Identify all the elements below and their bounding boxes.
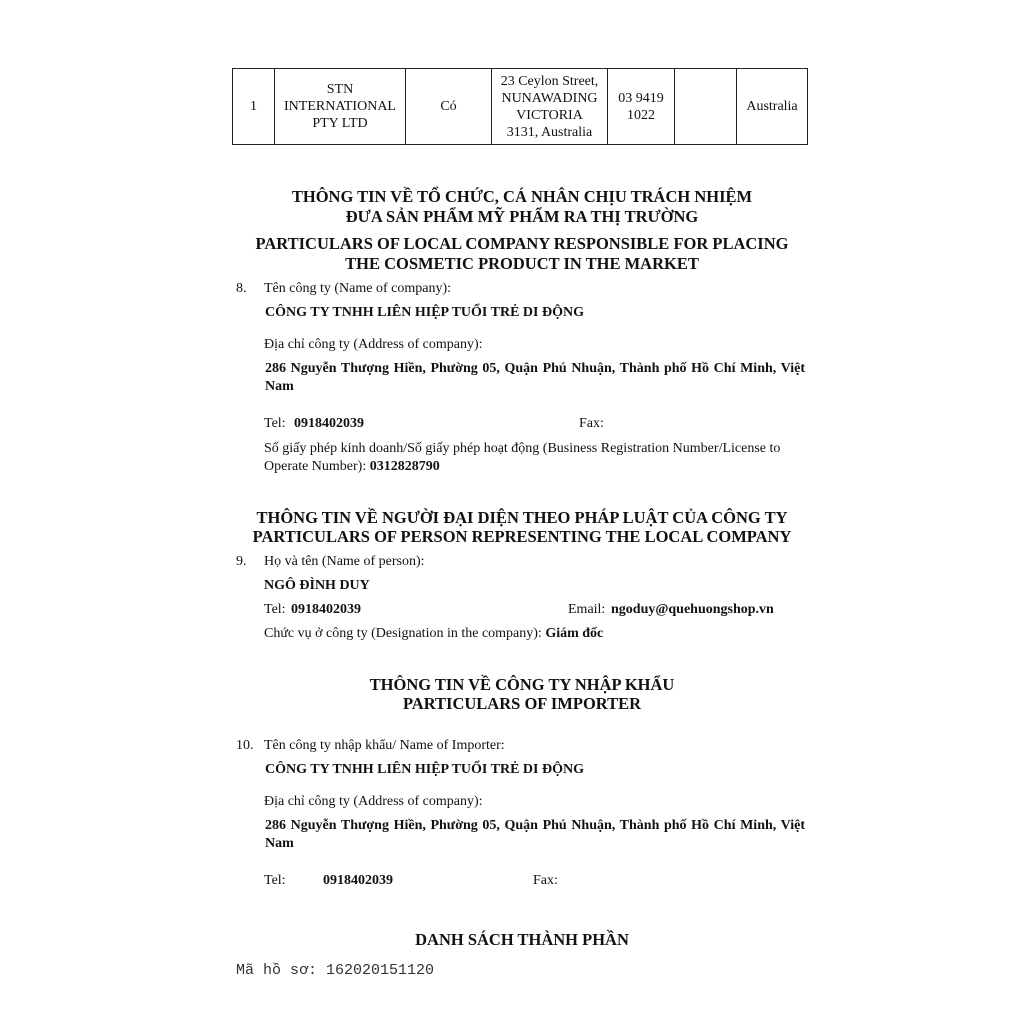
importer-tel-label: Tel: bbox=[264, 873, 286, 888]
representative-heading-en: PARTICULARS OF PERSON REPRESENTING THE LOCAL COMPANY bbox=[252, 527, 792, 546]
designation-value: Giám đốc bbox=[545, 626, 604, 641]
company-tel: 0918402039 bbox=[294, 416, 364, 431]
manufacturer-name-cell bbox=[275, 69, 406, 145]
country-cell: Australia bbox=[737, 69, 808, 145]
company-name-label: Tên công ty (Name of company): bbox=[264, 281, 451, 296]
item-number-10: 10. bbox=[236, 738, 254, 753]
person-name-label: Họ và tên (Name of person): bbox=[264, 554, 425, 569]
importer-address-label: Địa chỉ công ty (Address of company): bbox=[264, 794, 483, 809]
table-row bbox=[233, 69, 808, 145]
designation-label: Chức vụ ở công ty (Designation in the company): bbox=[264, 626, 542, 641]
tel-label: Tel: bbox=[264, 416, 286, 431]
address-line: 3131, Australia bbox=[506, 124, 593, 140]
file-code: Mã hồ sơ: 162020151120 bbox=[236, 962, 435, 979]
designation-block bbox=[264, 626, 603, 642]
phone-cell bbox=[608, 69, 675, 145]
fax-cell bbox=[675, 69, 737, 145]
row-index: 1 bbox=[233, 69, 275, 145]
phone-line: 03 9419 bbox=[618, 90, 664, 106]
flag-cell: Có bbox=[406, 69, 492, 145]
representative-heading-vi: THÔNG TIN VỀ NGƯỜI ĐẠI DIỆN THEO PHÁP LUẬT CỦA CÔNG TY bbox=[256, 508, 788, 527]
importer-name-label: Tên công ty nhập khẩu/ Name of Importer: bbox=[264, 738, 505, 753]
person-name: NGÔ ĐÌNH DUY bbox=[264, 578, 370, 593]
manufacturer-table bbox=[232, 68, 808, 145]
email-label: Email: bbox=[568, 602, 606, 617]
email-value: ngoduy@quehuongshop.vn bbox=[611, 602, 774, 617]
company-address-label: Địa chỉ công ty (Address of company): bbox=[264, 337, 483, 352]
address-line: 23 Ceylon Street, bbox=[500, 73, 599, 89]
manufacturer-name-line: PTY LTD bbox=[312, 116, 368, 131]
manufacturer-name-line: INTERNATIONAL bbox=[284, 99, 396, 114]
local-company-heading-vi-1: THÔNG TIN VỀ TỔ CHỨC, CÁ NHÂN CHỊU TRÁCH NHIỆM bbox=[291, 187, 753, 206]
importer-tel: 0918402039 bbox=[323, 873, 393, 888]
importer-address: 286 Nguyễn Thượng Hiền, Phường 05, Quận Phú Nhuận, Thành phố Hồ Chí Minh, Việt Nam bbox=[265, 818, 805, 851]
local-company-heading-vi-2: ĐƯA SẢN PHẨM MỸ PHẨM RA THỊ TRƯỜNG bbox=[345, 207, 699, 226]
license-block bbox=[264, 440, 809, 476]
license-label: Số giấy phép kinh doanh/Số giấy phép hoạt động (Business Registration Number/License to Operate Number): bbox=[264, 441, 781, 474]
company-address: 286 Nguyễn Thượng Hiền, Phường 05, Quận Phú Nhuận, Thành phố Hồ Chí Minh, Việt Nam bbox=[265, 361, 805, 394]
importer-heading-en: PARTICULARS OF IMPORTER bbox=[402, 694, 642, 713]
local-company-heading-en-2: THE COSMETIC PRODUCT IN THE MARKET bbox=[345, 254, 699, 273]
license-number: 0312828790 bbox=[369, 459, 440, 474]
manufacturer-name-line: STN bbox=[326, 82, 354, 97]
importer-name: CÔNG TY TNHH LIÊN HIỆP TUỔI TRẺ DI ĐỘNG bbox=[265, 762, 584, 777]
local-company-heading-en-1: PARTICULARS OF LOCAL COMPANY RESPONSIBLE FOR PLACING bbox=[255, 234, 789, 253]
company-name: CÔNG TY TNHH LIÊN HIỆP TUỔI TRẺ DI ĐỘNG bbox=[265, 305, 584, 320]
manufacturer-address-cell bbox=[492, 69, 608, 145]
person-tel: 0918402039 bbox=[291, 602, 361, 617]
item-number-9: 9. bbox=[236, 554, 247, 569]
person-tel-label: Tel: bbox=[264, 602, 286, 617]
fax-label: Fax: bbox=[579, 416, 604, 431]
item-number-8: 8. bbox=[236, 281, 247, 296]
address-line: NUNAWADING bbox=[501, 90, 598, 106]
importer-heading-vi: THÔNG TIN VỀ CÔNG TY NHẬP KHẨU bbox=[369, 675, 675, 694]
phone-line: 1022 bbox=[627, 107, 655, 123]
importer-fax-label: Fax: bbox=[533, 873, 558, 888]
address-line: VICTORIA bbox=[516, 107, 583, 123]
ingredients-heading: DANH SÁCH THÀNH PHẦN bbox=[415, 930, 629, 949]
